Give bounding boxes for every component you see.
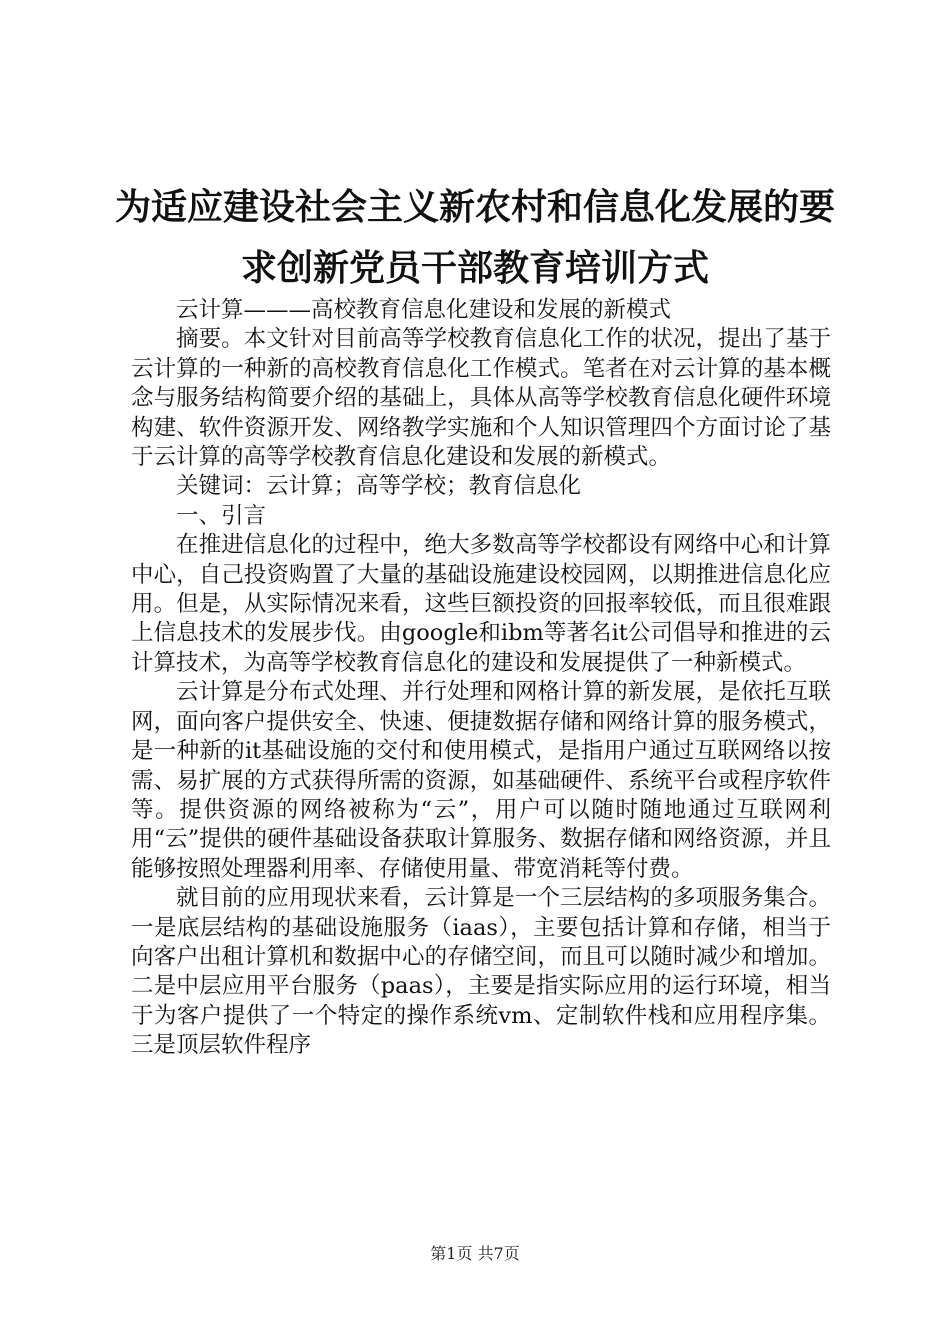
document-title-line-1: 为适应建设社会主义新农村和信息化发展的要 [114,187,835,228]
subtitle-paragraph: 云计算———高校教育信息化建设和发展的新模式 [176,297,672,323]
body-paragraph: 就目前的应用现状来看，云计算是一个三层结构的多项服务集合。一是底层结构的基础设施服务（iaas），主要包括计算和存储，相当于向客户出租计算机和数据中心的存储空间，而且可以随时减少和增加。二是中层应用平台服务（paas），主要是指实际应用的运行环境，相当于为客户提供了一个特定的操作系统vm、定制软件栈和应用程序集。三是顶层软件程序 [131,885,831,1059]
body-paragraph: 在推进信息化的过程中，绝大多数高等学校都设有网络中心和计算中心，自己投资购置了大量的基础设施建设校园网，以期推进信息化应用。但是，从实际情况来看，这些巨额投资的回报率较低，而且很难跟上信息技术的发展步伐。由google和ibm等著名it公司倡导和推进的云计算技术，为高等学校教育信息化的建设和发展提供了一种新模式。 [131,532,831,676]
section-heading: 一、引言 [176,502,267,529]
document-title-line-2: 求创新党员干部教育培训方式 [240,248,709,289]
page-footer: 第1页 共7页 [430,1244,520,1263]
document-body [131,296,831,1061]
abstract-paragraph: 摘要。本文针对目前高等学校教育信息化工作的状况，提出了基于云计算的一种新的高校教育信息化工作模式。笔者在对云计算的基本概念与服务结构简要介绍的基础上，具体从高等学校教育信息化硬件环境构建、软件资源开发、网络教学实施和个人知识管理四个方面讨论了基于云计算的高等学校教育信息化建设和发展的新模式。 [131,326,831,471]
body-paragraph: 云计算是分布式处理、并行处理和网格计算的新发展，是依托互联网，面向客户提供安全、快速、便捷数据存储和网络计算的服务模式，是一种新的it基础设施的交付和使用模式，是指用户通过互联网络以按需、易扩展的方式获得所需的资源，如基础硬件、系统平台或程序软件等。提供资源的网络被称为“云”，用户可以随时随地通过互联网利用“云”提供的硬件基础设备获取计算服务、数据存储和网络资源，并且能够按照处理器利用率、存储使用量、带宽消耗等付费。 [131,679,831,882]
keywords-paragraph: 关键词：云计算；高等学校；教育信息化 [176,473,582,500]
